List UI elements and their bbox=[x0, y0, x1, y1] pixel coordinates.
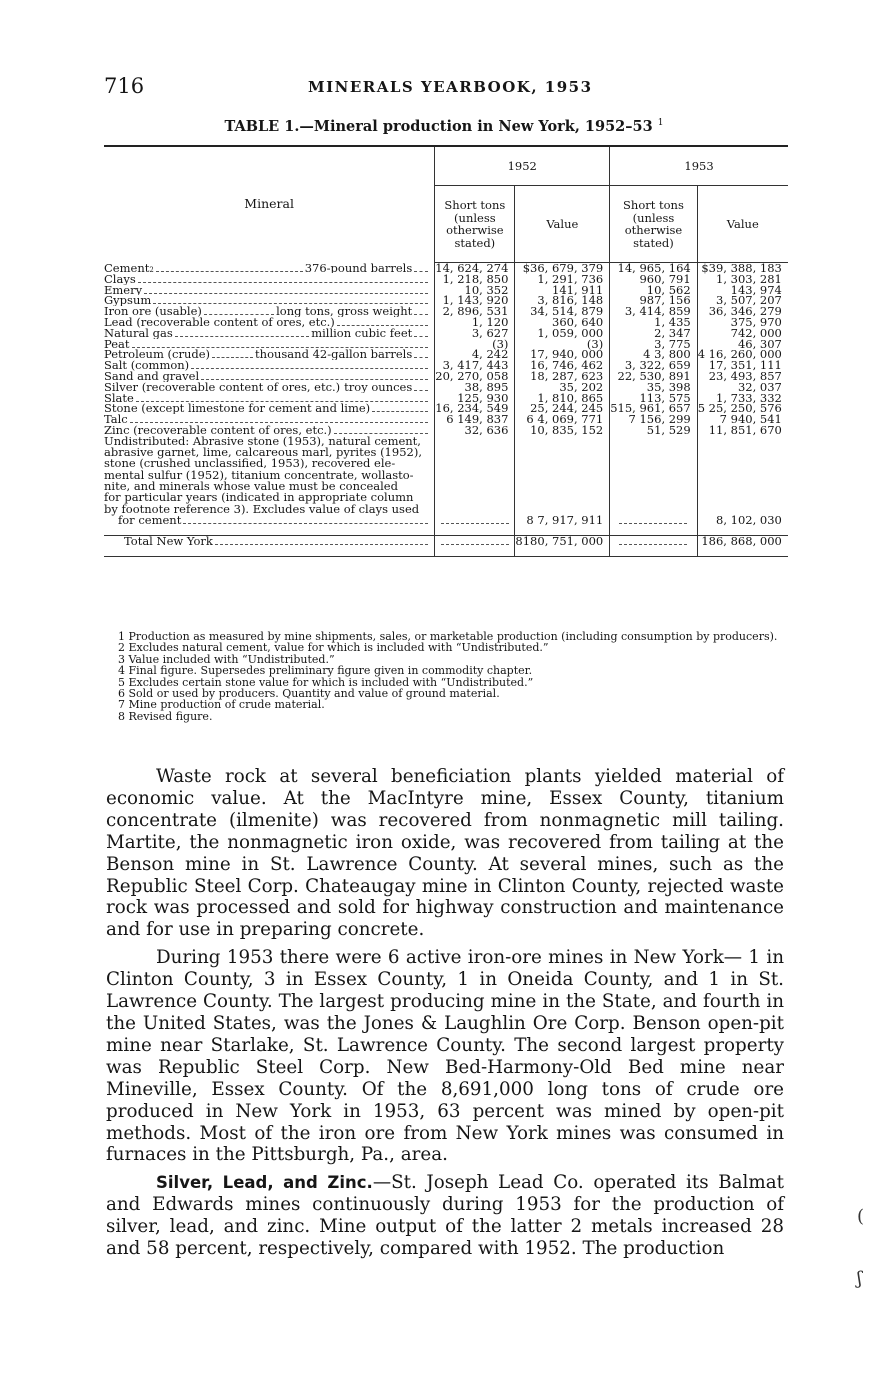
mineral-name-cell bbox=[104, 414, 435, 425]
mineral-name: Stone (except limestone for cement and lime) bbox=[104, 403, 371, 415]
cell-q53: 3, 322, 659 bbox=[610, 360, 697, 371]
cell-q52: 32, 636 bbox=[435, 425, 515, 436]
mineral-name-cell bbox=[104, 371, 435, 382]
cell-v52: 1, 291, 736 bbox=[515, 274, 610, 285]
undistributed-label: Undistributed: Abrasive stone (1953), natural cement, abrasive garnet, lime, calcareous marl, pyrites (1952), stone (crushed unclassified, 1953), recovered ele- mental sulfur (1952), titanium concentrate, wollasto- nite, and minerals whose value must be concealed for particular years (indicated in appropriate column by footnote reference 3). Excludes value of clays used for cement bbox=[104, 436, 435, 526]
cell-v52: 6 4, 069, 771 bbox=[515, 414, 610, 425]
mineral-name: Slate bbox=[104, 392, 134, 404]
body-text bbox=[106, 766, 784, 1266]
undistributed-qty-1952 bbox=[435, 436, 515, 526]
cell-v52: 16, 746, 462 bbox=[515, 360, 610, 371]
cell-q52: (3) bbox=[435, 339, 515, 350]
cell-v53: 3, 507, 207 bbox=[697, 295, 788, 306]
cell-v53: 742, 000 bbox=[697, 328, 788, 339]
total-qty-1952 bbox=[435, 536, 515, 557]
year-header-1953: 1953 bbox=[610, 146, 788, 186]
cell-v53: 23, 493, 857 bbox=[697, 371, 788, 382]
cell-q53: 1, 435 bbox=[610, 317, 697, 328]
mineral-name: Talc bbox=[104, 414, 128, 425]
total-value-1952: 8180, 751, 000 bbox=[515, 536, 610, 557]
cell-q52: 1, 120 bbox=[435, 317, 515, 328]
mineral-name-cell bbox=[104, 274, 435, 285]
mineral-name: Sand and gravel bbox=[104, 370, 200, 382]
mineral-name: Petroleum (crude) bbox=[104, 349, 211, 361]
paragraph-text: —St. Joseph Lead Co. operated its Balmat and Edwards mines continuously during 1953 for the production of silver, lead, and zinc. Mine output of the latter 2 metals increased 28 and 58 percent, respectively, compared with 1952. The production bbox=[106, 1172, 784, 1260]
value-header-1953: Value bbox=[697, 186, 788, 263]
cell-q53: 113, 575 bbox=[610, 393, 697, 404]
cell-q53: 7 156, 299 bbox=[610, 414, 697, 425]
mineral-name: Zinc (recoverable content of ores, etc.) bbox=[104, 424, 332, 436]
cell-v52: 10, 835, 152 bbox=[515, 425, 610, 436]
mineral-name-cell bbox=[104, 360, 435, 371]
mineral-name-cell bbox=[104, 339, 435, 350]
cell-v52: 25, 244, 245 bbox=[515, 403, 610, 414]
paragraph bbox=[106, 947, 784, 1166]
mineral-name: Emery bbox=[104, 284, 143, 296]
year-header-1952: 1952 bbox=[435, 146, 610, 186]
section-heading: Silver, Lead, and Zinc. bbox=[156, 1173, 373, 1193]
mineral-unit: thousand 42-gallon barrels bbox=[255, 349, 413, 361]
paragraph bbox=[106, 1172, 784, 1260]
quantity-header-1952: Short tons (unless otherwise stated) bbox=[435, 186, 515, 263]
cell-v52: 141, 911 bbox=[515, 285, 610, 296]
cell-q52: 14, 624, 274 bbox=[435, 263, 515, 274]
cell-v53: 5 25, 250, 576 bbox=[697, 403, 788, 414]
margin-mark: ʃ bbox=[857, 1268, 862, 1289]
table-title-ref: 1 bbox=[657, 118, 664, 129]
cell-v53: 1, 733, 332 bbox=[697, 393, 788, 404]
cell-q53: 515, 961, 657 bbox=[610, 403, 697, 414]
cell-v52: 18, 287, 623 bbox=[515, 371, 610, 382]
mineral-unit: troy ounces bbox=[344, 381, 413, 393]
cell-q52: 16, 234, 549 bbox=[435, 403, 515, 414]
mineral-unit: 376-pound barrels bbox=[304, 262, 413, 274]
cell-v52: 360, 640 bbox=[515, 317, 610, 328]
cell-q53: 3, 414, 859 bbox=[610, 306, 697, 317]
cell-q53: 3, 775 bbox=[610, 339, 697, 350]
cell-q53: 35, 398 bbox=[610, 382, 697, 393]
cell-q52: 3, 627 bbox=[435, 328, 515, 339]
footnote: 1 Production as measured by mine shipments, sales, or marketable production (including consumption by producers). bbox=[118, 630, 778, 643]
mineral-name-cell bbox=[104, 306, 435, 317]
cell-q52: 3, 417, 443 bbox=[435, 360, 515, 371]
cell-q53: 987, 156 bbox=[610, 295, 697, 306]
mineral-name: Lead (recoverable content of ores, etc.) bbox=[104, 316, 335, 328]
cell-v53: 32, 037 bbox=[697, 382, 788, 393]
cell-v53: 143, 974 bbox=[697, 285, 788, 296]
cell-v52: 17, 940, 000 bbox=[515, 349, 610, 360]
total-label: Total New York bbox=[124, 536, 213, 547]
undistributed-row bbox=[104, 436, 788, 526]
footnote: 5 Excludes certain stone value for which is included with “Undistributed.” bbox=[118, 675, 534, 689]
cell-q52: 1, 143, 920 bbox=[435, 295, 515, 306]
mineral-name: Iron ore (usable) bbox=[104, 306, 202, 317]
paragraph-text: During 1953 there were 6 active iron-ore mines in New York— 1 in Clinton County, 3 in Essex County, 1 in Oneida County, and 1 in St. Lawrence County. The largest producing mine in the State, and fourth in the United States, was the Jones & Laughlin Ore Corp. Benson open-pit mine near Starlake, St. Lawrence County. The second largest property was Republic Steel Corp. New Bed-Harmony-Old Bed mine near Mineville, Essex County. Of the 8,691,000 long tons of crude ore produced in New York in 1953, 63 percent was mined by open-pit methods. Most of the iron ore from New York mines was consumed in furnaces in the Pittsburgh, Pa., area. bbox=[106, 947, 784, 1166]
table-title bbox=[104, 118, 784, 135]
cell-v53: 4 16, 260, 000 bbox=[697, 349, 788, 360]
footnote: 7 Mine production of crude material. bbox=[118, 698, 325, 712]
cell-v52: $36, 679, 379 bbox=[515, 263, 610, 274]
footnote: 6 Sold or used by producers. Quantity and value of ground material. bbox=[118, 687, 500, 701]
mineral-name-cell bbox=[104, 349, 435, 360]
mineral-name-cell bbox=[104, 393, 435, 404]
mineral-name: Clays bbox=[104, 273, 136, 285]
mineral-unit: long tons, gross weight bbox=[276, 306, 413, 317]
cell-q53: 51, 529 bbox=[610, 425, 697, 436]
cell-v52: 35, 202 bbox=[515, 382, 610, 393]
cell-v53: 11, 851, 670 bbox=[697, 425, 788, 436]
mineral-name: Natural gas bbox=[104, 327, 173, 339]
footnote: 8 Revised figure. bbox=[118, 709, 213, 723]
cell-q52: 38, 895 bbox=[435, 382, 515, 393]
cell-v52: (3) bbox=[515, 339, 610, 350]
mineral-name-cell: Cement 2 376-pound barrels bbox=[104, 263, 435, 274]
table-title-text: TABLE 1.—Mineral production in New York, 1952–53 bbox=[224, 118, 653, 135]
mineral-production-table bbox=[104, 145, 788, 565]
cell-q53: 4 3, 800 bbox=[610, 349, 697, 360]
undistributed-qty-1953 bbox=[610, 436, 697, 526]
cell-v53: 375, 970 bbox=[697, 317, 788, 328]
cell-q52: 1, 218, 850 bbox=[435, 274, 515, 285]
running-title: MINERALS YEARBOOK, 1953 bbox=[308, 78, 593, 96]
mineral-name-cell bbox=[104, 295, 435, 306]
cell-q52: 10, 352 bbox=[435, 285, 515, 296]
mineral-unit: million cubic feet bbox=[311, 327, 413, 339]
margin-mark: ( bbox=[857, 1206, 865, 1227]
quantity-header-1953: Short tons (unless otherwise stated) bbox=[610, 186, 697, 263]
cell-v53: 7 940, 541 bbox=[697, 414, 788, 425]
mineral-name: Peat bbox=[104, 338, 130, 350]
footnote: 2 Excludes natural cement, value for which is included with “Undistributed.” bbox=[118, 641, 549, 655]
cell-q53: 22, 530, 891 bbox=[610, 371, 697, 382]
cell-q52: 6 149, 837 bbox=[435, 414, 515, 425]
mineral-name: Gypsum bbox=[104, 295, 152, 307]
table-footnotes bbox=[104, 631, 784, 722]
mineral-name-cell bbox=[104, 403, 435, 414]
cell-v53: $39, 388, 183 bbox=[697, 263, 788, 274]
cell-q53: 14, 965, 164 bbox=[610, 263, 697, 274]
cell-v52: 34, 514, 879 bbox=[515, 306, 610, 317]
mineral-name-cell bbox=[104, 317, 435, 328]
mineral-name-cell bbox=[104, 285, 435, 296]
table-tail bbox=[104, 433, 788, 565]
mineral-name: Salt (common) bbox=[104, 360, 190, 371]
cell-q52: 2, 896, 531 bbox=[435, 306, 515, 317]
cell-v53: 36, 346, 279 bbox=[697, 306, 788, 317]
cell-v53: 1, 303, 281 bbox=[697, 274, 788, 285]
total-qty-1953 bbox=[610, 536, 697, 557]
mineral-name-cell bbox=[104, 382, 435, 393]
undistributed-value-1953: 8, 102, 030 bbox=[697, 436, 788, 526]
cell-v52: 1, 810, 865 bbox=[515, 393, 610, 404]
cell-v53: 17, 351, 111 bbox=[697, 360, 788, 371]
cell-v53: 46, 307 bbox=[697, 339, 788, 350]
mineral-name: Silver (recoverable content of ores, etc.) bbox=[104, 381, 341, 393]
table-body bbox=[104, 263, 788, 436]
cell-q52: 20, 270, 058 bbox=[435, 371, 515, 382]
mineral-name-cell bbox=[104, 328, 435, 339]
total-row bbox=[104, 536, 788, 557]
cell-q53: 2, 347 bbox=[610, 328, 697, 339]
footnote: 3 Value included with “Undistributed.” bbox=[118, 652, 335, 666]
paragraph bbox=[106, 766, 784, 941]
cell-q52: 4, 242 bbox=[435, 349, 515, 360]
mineral-column-header: Mineral bbox=[244, 196, 294, 211]
undistributed-value-1952: 8 7, 917, 911 bbox=[515, 436, 610, 526]
footnote: 4 Final figure. Supersedes preliminary figure given in commodity chapter. bbox=[118, 664, 533, 678]
total-value-1953: 186, 868, 000 bbox=[697, 536, 788, 557]
value-header-1952: Value bbox=[515, 186, 610, 263]
paragraph-text: Waste rock at several beneficiation plants yielded material of economic value. At the MacIntyre mine, Essex County, titanium concentrate (ilmenite) was recovered from nonmagnetic mill tailing. Martite, the nonmagnetic iron oxide, was recovered from tailing at the Benson mine in St. Lawrence County. At several mines, such as the Republic Steel Corp. Chateaugay mine in Clinton County, rejected waste rock was processed and sold for highway construction and maintenance and for use in preparing concrete. bbox=[106, 766, 784, 941]
cell-q53: 960, 791 bbox=[610, 274, 697, 285]
running-header bbox=[104, 74, 784, 98]
cell-q53: 10, 562 bbox=[610, 285, 697, 296]
cell-v52: 1, 059, 000 bbox=[515, 328, 610, 339]
cell-v52: 3, 816, 148 bbox=[515, 295, 610, 306]
cell-q52: 125, 930 bbox=[435, 393, 515, 404]
mineral-name: Cement bbox=[104, 262, 150, 274]
page-number: 716 bbox=[104, 74, 145, 98]
